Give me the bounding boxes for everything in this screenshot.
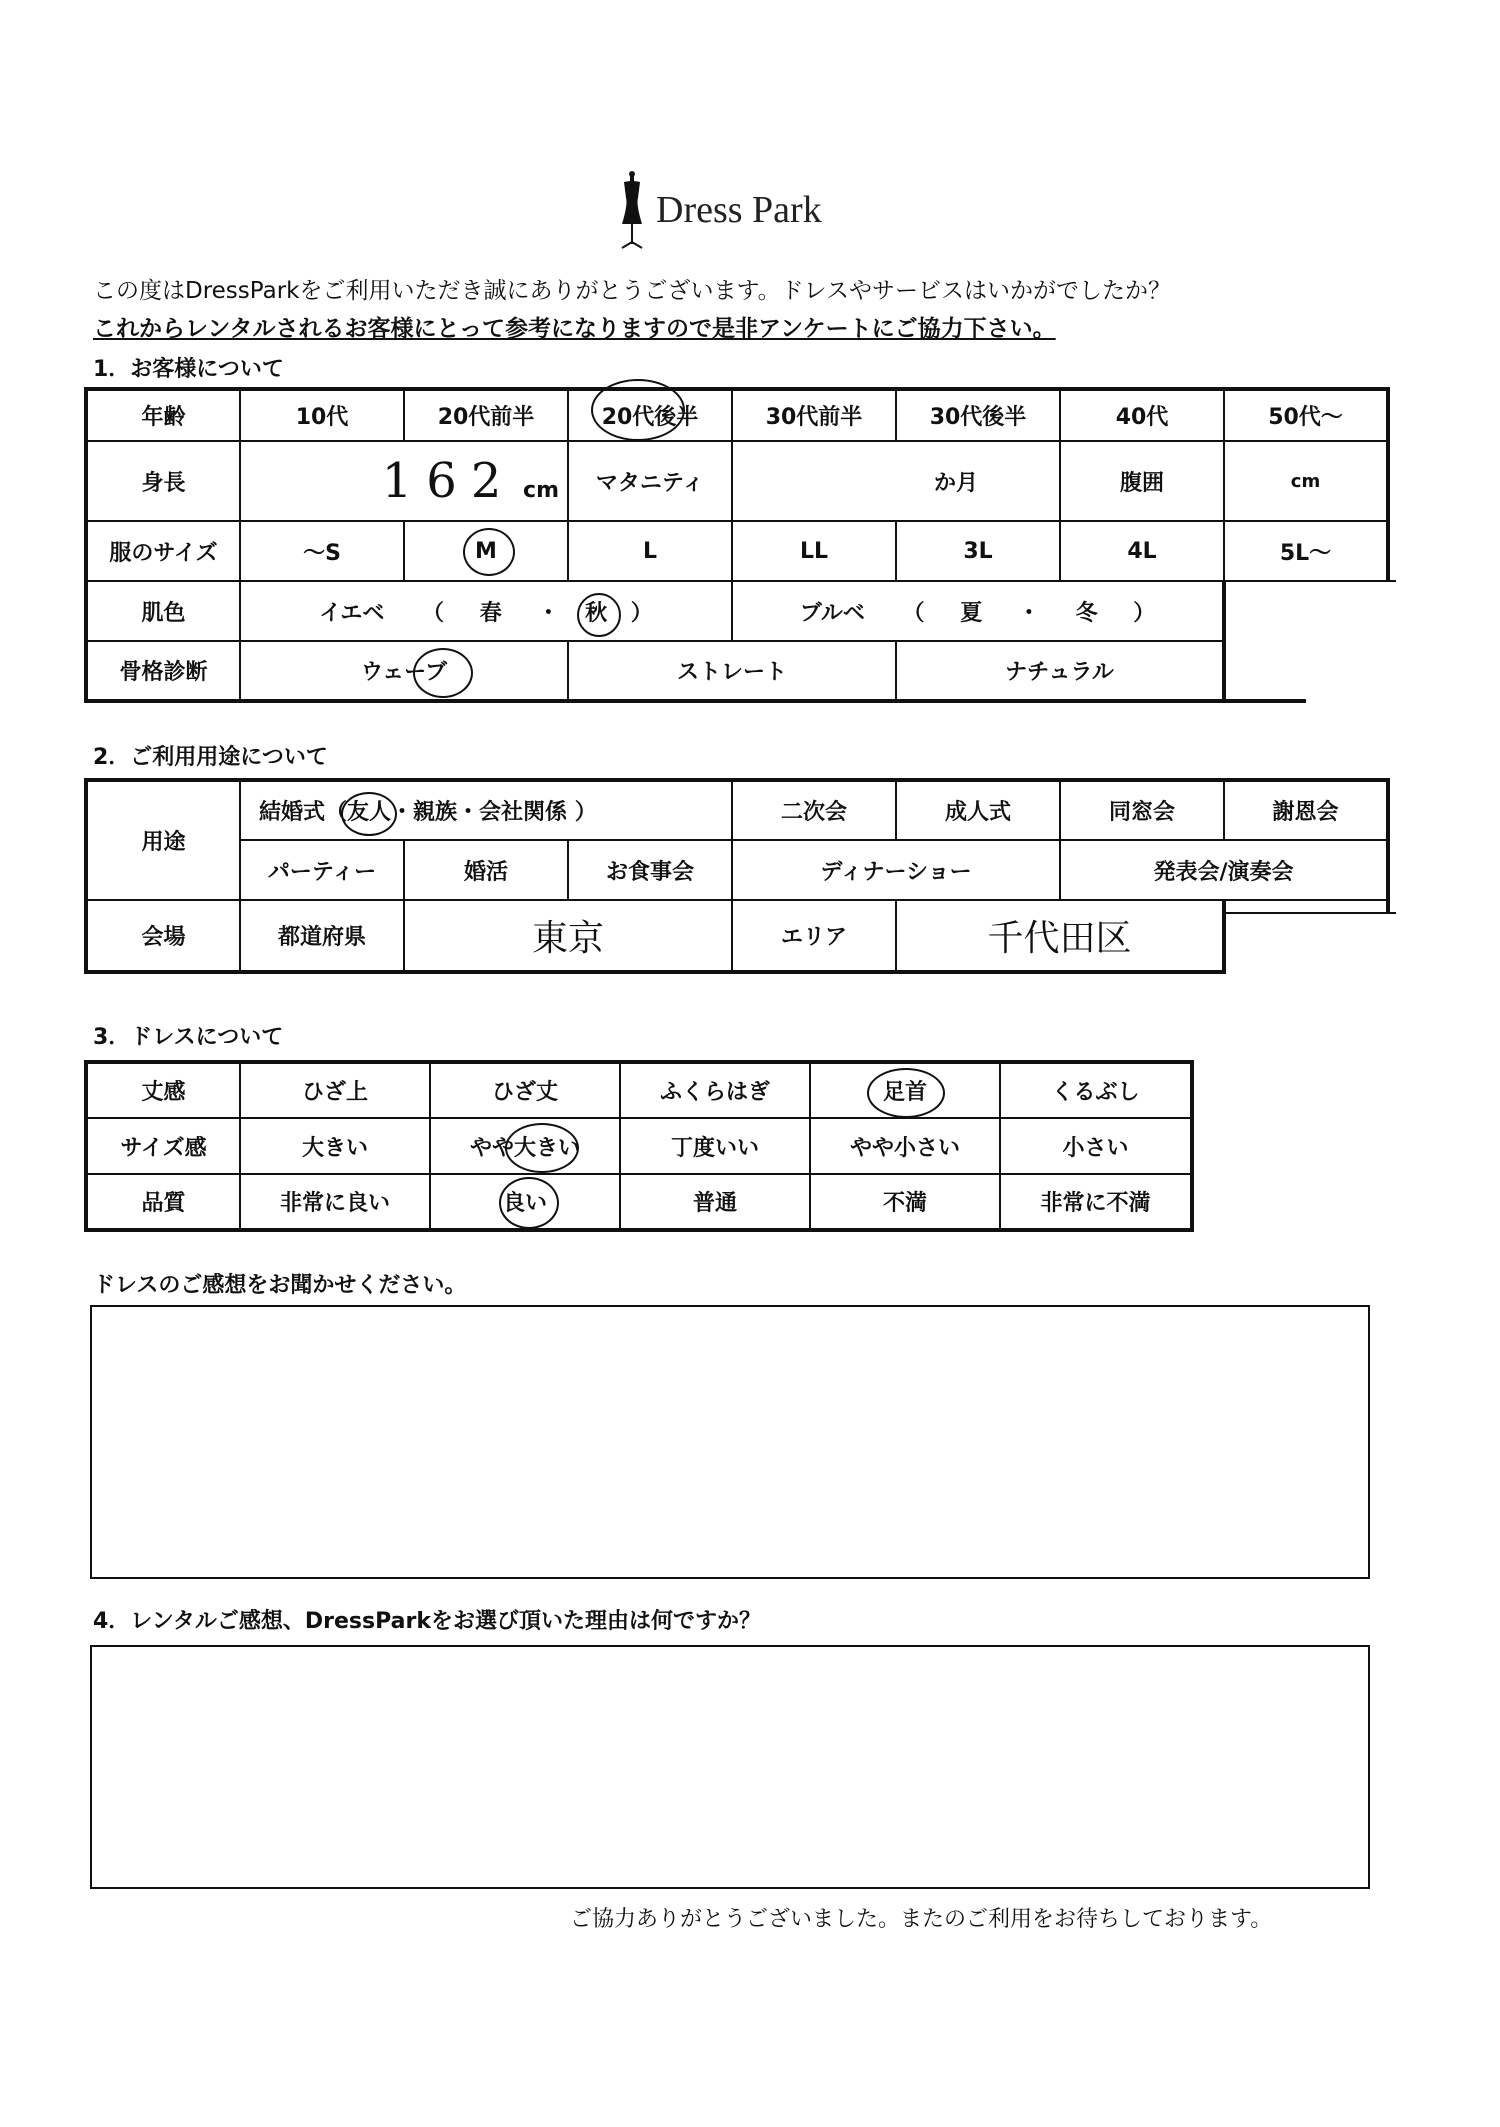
purpose-row-1 (86, 780, 1388, 840)
height-field[interactable] (240, 441, 568, 521)
wedding-friend: 友人 (347, 800, 392, 825)
dress-row-length (86, 1062, 1192, 1118)
purpose-option[interactable]: 同窓会 (1060, 780, 1224, 840)
intro-line-2: これからレンタルされるお客様にとって参考になりますので是非アンケートにご協力下さい。 (93, 316, 1056, 342)
dot: ・ (1017, 600, 1040, 626)
quality-option[interactable]: 非常に不満 (1000, 1174, 1192, 1230)
wedding-friend-selected[interactable] (347, 800, 391, 825)
quality-option[interactable]: 不満 (810, 1174, 1000, 1230)
brand-logo (612, 168, 912, 258)
venue-label: 会場 (86, 900, 240, 972)
frame-option[interactable]: ストレート (568, 641, 896, 701)
age-option[interactable]: 30代前半 (732, 389, 896, 441)
size-label: 服のサイズ (86, 521, 240, 581)
dress-form-icon (612, 168, 652, 258)
purpose-option[interactable]: 婚活 (404, 840, 568, 900)
dot: ・ (537, 600, 560, 626)
age-option[interactable]: 10代 (240, 389, 404, 441)
age-option[interactable]: 20代前半 (404, 389, 568, 441)
belly-label: 腹囲 (1060, 441, 1224, 521)
age-option[interactable]: 30代後半 (896, 389, 1060, 441)
frame-label: 骨格診断 (86, 641, 240, 701)
prefecture-label: 都道府県 (240, 900, 404, 972)
prefecture-value: 東京 (531, 918, 604, 959)
quality-option-selected[interactable] (430, 1174, 620, 1230)
paren: （ (902, 600, 925, 626)
fit-option[interactable]: 大きい (240, 1118, 430, 1174)
frame-option[interactable]: ナチュラル (896, 641, 1224, 701)
brand-name: Dress Park (656, 189, 822, 231)
section2-title: 2．ご利用用途について (93, 745, 328, 770)
intro-line-1: この度はDressParkをご利用いただき誠にありがとうございます。ドレスやサービスはいかがでしたか？ (93, 278, 1171, 304)
purpose-row-2 (86, 840, 1388, 900)
section1-title: 1．お客様について (93, 357, 284, 382)
size-option-label: M (475, 538, 497, 564)
thanks-message: ご協力ありがとうございました。またのご利用をお待ちしております。 (570, 1907, 1273, 1932)
reason-textbox[interactable] (90, 1645, 1370, 1889)
skin-row (86, 581, 1388, 641)
age-option[interactable]: 50代～ (1224, 389, 1388, 441)
skin-autumn-selected[interactable] (585, 601, 615, 626)
age-label: 年齢 (86, 389, 240, 441)
size-option[interactable]: LL (732, 521, 896, 581)
fit-option[interactable]: 小さい (1000, 1118, 1192, 1174)
purpose-option[interactable]: 発表会/演奏会 (1060, 840, 1388, 900)
belly-field[interactable] (1224, 441, 1388, 521)
area-label: エリア (732, 900, 896, 972)
skin-blue-option[interactable] (732, 581, 1224, 641)
purpose-option[interactable]: 成人式 (896, 780, 1060, 840)
quality-option[interactable]: 普通 (620, 1174, 810, 1230)
size-option-selected[interactable] (404, 521, 568, 581)
purpose-label: 用途 (86, 780, 240, 900)
months-unit: か月 (933, 470, 978, 496)
size-option[interactable]: 3L (896, 521, 1060, 581)
frame-option-label: ウェーブ (360, 660, 448, 685)
length-label: 丈感 (86, 1062, 240, 1118)
area-field[interactable] (896, 900, 1224, 972)
frame-option-selected[interactable] (240, 641, 568, 701)
quality-option[interactable]: 非常に良い (240, 1174, 430, 1230)
height-value: 162 (381, 453, 516, 509)
maternity-months-field[interactable] (732, 441, 1060, 521)
length-option[interactable]: ひざ上 (240, 1062, 430, 1118)
dress-row-fit (86, 1118, 1192, 1174)
quality-label: 品質 (86, 1174, 240, 1230)
belly-unit: cm (1290, 470, 1321, 492)
dress-row-quality (86, 1174, 1192, 1230)
fit-option-label: やや大きい (469, 1135, 580, 1161)
venue-row (86, 900, 1388, 972)
customer-table (84, 387, 1390, 703)
skin-yellow-label: イエベ (319, 600, 385, 626)
mask (1306, 580, 1396, 714)
purpose-wedding-option[interactable] (240, 780, 732, 840)
quality-option-label: 良い (502, 1191, 547, 1216)
fit-option[interactable]: やや小さい (810, 1118, 1000, 1174)
age-row (86, 389, 1388, 441)
size-option[interactable]: L (568, 521, 732, 581)
fit-option[interactable]: 丁度いい (620, 1118, 810, 1174)
section3-title: 3．ドレスについて (93, 1025, 284, 1050)
skin-autumn: 秋 (585, 600, 608, 626)
area-value: 千代田区 (987, 918, 1132, 959)
skin-spring: 春 (479, 600, 502, 626)
usage-table (84, 778, 1390, 974)
fit-label: サイズ感 (86, 1118, 240, 1174)
skin-label: 肌色 (86, 581, 240, 641)
age-option[interactable]: 40代 (1060, 389, 1224, 441)
length-option-label: 足首 (882, 1080, 927, 1105)
impressions-textbox[interactable] (90, 1305, 1370, 1579)
purpose-option[interactable]: ディナーショー (732, 840, 1060, 900)
size-option[interactable]: 4L (1060, 521, 1224, 581)
height-row (86, 441, 1388, 521)
section4-title: 4．レンタルご感想、DressParkをお選び頂いた理由は何ですか？ (93, 1609, 761, 1634)
skin-winter: 冬 (1075, 600, 1098, 626)
paren: ） (1133, 600, 1156, 626)
purpose-option[interactable]: お食事会 (568, 840, 732, 900)
height-label: 身長 (86, 441, 240, 521)
maternity-label: マタニティ (568, 441, 732, 521)
size-option[interactable]: 5L～ (1224, 521, 1388, 581)
length-option[interactable]: ふくらはぎ (620, 1062, 810, 1118)
age-option-label: 20代後半 (601, 405, 699, 430)
wedding-rest: ・親族・会社関係 ） (391, 800, 597, 825)
impressions-prompt: ドレスのご感想をお聞かせください。 (93, 1273, 467, 1298)
fit-option-selected[interactable] (430, 1118, 620, 1174)
prefecture-field[interactable] (404, 900, 732, 972)
skin-summer: 夏 (960, 600, 983, 626)
size-option[interactable]: ～S (240, 521, 404, 581)
purpose-option[interactable]: 二次会 (732, 780, 896, 840)
skin-yellow-option[interactable] (240, 581, 732, 641)
size-row (86, 521, 1388, 581)
length-option[interactable]: ひざ丈 (430, 1062, 620, 1118)
age-option-selected[interactable] (568, 389, 732, 441)
wedding-prefix: 結婚式（ (259, 800, 348, 825)
frame-row (86, 641, 1388, 701)
mask (1226, 912, 1396, 994)
skin-blue-label: ブルベ (799, 600, 865, 626)
paren: （ (422, 600, 445, 626)
dress-table (84, 1060, 1194, 1232)
purpose-option[interactable]: パーティー (240, 840, 404, 900)
paren: ） (630, 600, 653, 626)
purpose-option[interactable]: 謝恩会 (1224, 780, 1388, 840)
height-unit: cm (523, 478, 559, 503)
length-option-selected[interactable] (810, 1062, 1000, 1118)
length-option[interactable]: くるぶし (1000, 1062, 1192, 1118)
